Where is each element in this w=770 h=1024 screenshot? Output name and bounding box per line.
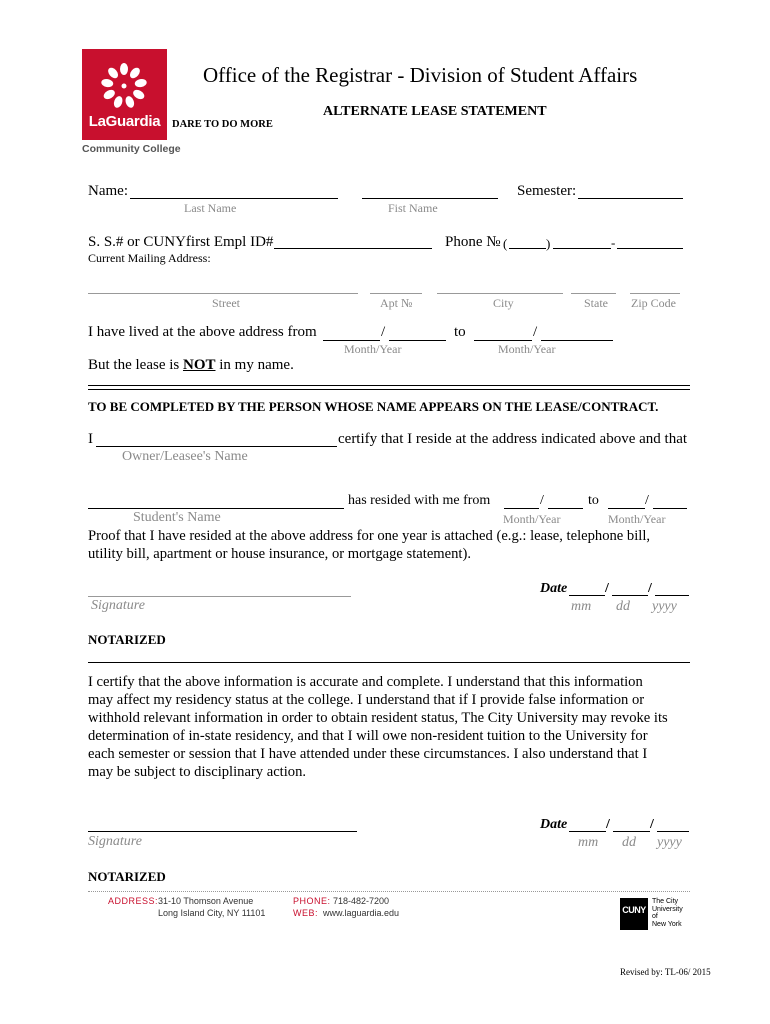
- date-dd-caption-1: dd: [616, 599, 630, 614]
- date-label-1: Date: [540, 581, 568, 596]
- certification-line: each semester or session that I have attended under these circumstances. I also understand that I: [88, 746, 648, 762]
- lease-statement: [88, 357, 294, 374]
- footer-address-line1: 31-10 Thomson Avenue: [158, 896, 254, 906]
- date-yyyy-caption-1: yyyy: [652, 599, 677, 614]
- notarized-label-2: NOTARIZED: [88, 869, 166, 884]
- street-caption: Street: [212, 296, 240, 310]
- certification-line: withhold relevant information in order to obtain resident status, The City University may revoke its: [88, 710, 668, 726]
- resided-to-label: to: [588, 493, 599, 508]
- semester-label: Semester:: [517, 183, 577, 199]
- date-slash-2b: /: [650, 817, 654, 832]
- resided-from-caption: Month/Year: [503, 512, 561, 526]
- lease-not: NOT: [182, 357, 216, 373]
- last-name-caption: Last Name: [184, 201, 237, 215]
- certification-line: I certify that the above information is accurate and complete. I understand that this information: [88, 674, 643, 690]
- lease-prefix: But the lease is: [88, 357, 180, 373]
- state-caption: State: [584, 296, 608, 310]
- owner-caption: Owner/Leasee's Name: [122, 449, 248, 464]
- street-input[interactable]: [88, 293, 358, 294]
- resided-to-year-input[interactable]: [653, 508, 687, 509]
- from-caption: Month/Year: [344, 342, 402, 356]
- certification-text: [88, 673, 694, 781]
- to-year-input[interactable]: [541, 340, 613, 341]
- city-input[interactable]: [437, 293, 563, 294]
- date-dd-caption-2: dd: [622, 835, 636, 850]
- footer-web[interactable]: www.laguardia.edu: [323, 908, 400, 918]
- cuny-logo: [620, 898, 648, 930]
- cuny-line: New York: [652, 920, 682, 928]
- logo-tagline: DARE TO DO MORE: [172, 119, 273, 130]
- resided-text: has resided with me from: [348, 493, 491, 508]
- apt-input[interactable]: [370, 293, 422, 294]
- date-mm-caption-1: mm: [571, 599, 592, 614]
- footer-address-line2: Long Island City, NY 11101: [158, 908, 266, 918]
- date-slash-1a: /: [605, 581, 609, 596]
- section2-heading: TO BE COMPLETED BY THE PERSON WHOSE NAME APPEARS ON THE LEASE/CONTRACT.: [88, 399, 659, 414]
- signature-input-2[interactable]: [88, 831, 357, 832]
- signature-input-1[interactable]: [88, 596, 351, 597]
- certification-line: may affect my residency status at the college. I understand that if I provide false information or: [88, 692, 645, 708]
- laguardia-logo: [82, 49, 167, 140]
- ssn-label: S. S.# or CUNYfirst Empl ID#: [88, 234, 274, 250]
- i-label: I: [88, 431, 93, 447]
- ssn-input[interactable]: [274, 248, 432, 249]
- date-dd-input-1[interactable]: [612, 595, 648, 596]
- date-slash-2a: /: [606, 817, 610, 832]
- footer-web-label: WEB:: [293, 908, 319, 918]
- first-name-input[interactable]: [362, 198, 498, 199]
- lived-text: I have lived at the above address from: [88, 324, 317, 340]
- student-name-input[interactable]: [88, 508, 344, 509]
- from-month-input[interactable]: [323, 340, 380, 341]
- zip-input[interactable]: [630, 293, 680, 294]
- proof-line-1: Proof that I have resided at the above address for one year is attached (e.g.: lease, telephone bill,: [88, 528, 651, 544]
- to-caption: Month/Year: [498, 342, 556, 356]
- footer-rule: [88, 891, 690, 892]
- date-mm-input-2[interactable]: [569, 831, 606, 832]
- semester-input[interactable]: [578, 198, 683, 199]
- date-mm-input-1[interactable]: [569, 595, 605, 596]
- notary-line-1[interactable]: [88, 662, 690, 663]
- phone-prefix-input[interactable]: [553, 248, 611, 249]
- lease-suffix: in my name.: [219, 357, 294, 373]
- certify-text: certify that I reside at the address indicated above and that: [338, 431, 688, 447]
- footer-phone: 718-482-7200: [333, 896, 390, 906]
- phone-open-paren: (: [503, 236, 508, 251]
- resided-to-month-input[interactable]: [608, 508, 645, 509]
- phone-area-input[interactable]: [509, 248, 546, 249]
- date-slash-1b: /: [648, 581, 652, 596]
- zip-caption: Zip Code: [631, 296, 676, 310]
- flower-icon: [82, 53, 167, 113]
- cuny-text: [652, 898, 683, 928]
- apt-caption: Apt №: [380, 296, 413, 310]
- date-label-2: Date: [540, 817, 568, 832]
- cuny-mark: CUNY: [622, 905, 646, 915]
- revised-note: Revised by: TL-06/ 2015: [620, 967, 711, 977]
- footer-address-label: ADDRESS:: [108, 896, 159, 906]
- certification-line: may be subject to disciplinary action.: [88, 764, 307, 780]
- page-title: Office of the Registrar - Division of Student Affairs: [203, 63, 638, 87]
- phone-close-paren: ): [546, 236, 551, 251]
- date-yyyy-caption-2: yyyy: [657, 835, 682, 850]
- first-name-caption: Fist Name: [388, 201, 438, 215]
- resided-from-year-input[interactable]: [548, 508, 583, 509]
- resided-to-caption: Month/Year: [608, 512, 666, 526]
- to-month-input[interactable]: [474, 340, 532, 341]
- date-yyyy-input-2[interactable]: [657, 831, 689, 832]
- resided-from-month-input[interactable]: [504, 508, 539, 509]
- to-label: to: [454, 324, 466, 340]
- city-caption: City: [493, 296, 514, 310]
- signature-caption-2: Signature: [88, 834, 142, 849]
- signature-caption-1: Signature: [91, 598, 145, 613]
- date-mm-caption-2: mm: [578, 835, 599, 850]
- from-year-input[interactable]: [389, 340, 446, 341]
- date-dd-input-2[interactable]: [613, 831, 650, 832]
- phone-dash: -: [611, 235, 616, 250]
- certification-line: determination of in-state residency, and that I will owe non-resident tuition to the University for: [88, 728, 648, 744]
- form-title: ALTERNATE LEASE STATEMENT: [323, 104, 547, 119]
- last-name-input[interactable]: [130, 198, 338, 199]
- resided-to-slash: /: [645, 493, 649, 508]
- to-slash: /: [533, 324, 538, 340]
- date-yyyy-input-1[interactable]: [655, 595, 689, 596]
- owner-name-input[interactable]: [96, 446, 337, 447]
- student-caption: Student's Name: [133, 510, 221, 525]
- name-label: Name:: [88, 183, 128, 199]
- notarized-label-1: NOTARIZED: [88, 632, 166, 647]
- footer-phone-label: PHONE:: [293, 896, 331, 906]
- state-input[interactable]: [571, 293, 616, 294]
- phone-line-input[interactable]: [617, 248, 683, 249]
- logo-name: LaGuardia: [88, 113, 161, 130]
- proof-line-2: utility bill, apartment or house insurance, or mortgage statement).: [88, 546, 471, 562]
- logo-subtitle: Community College: [82, 143, 181, 155]
- section-divider: [88, 385, 690, 390]
- cuny-line: University: [652, 905, 683, 913]
- cuny-line: The City: [652, 898, 679, 905]
- mailing-label: Current Mailing Address:: [88, 251, 211, 265]
- from-slash: /: [381, 324, 386, 340]
- cuny-line: of: [652, 913, 658, 921]
- phone-label: Phone №: [445, 234, 501, 250]
- resided-from-slash: /: [540, 493, 544, 508]
